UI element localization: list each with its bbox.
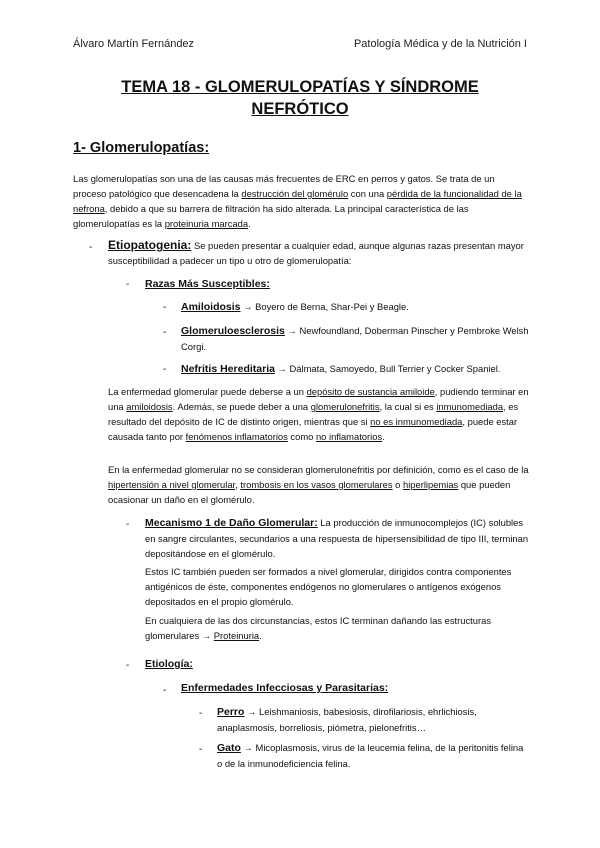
mecanismo-paragraph-2: Estos IC también pueden ser formados a nivel glomerular, dirigidos contra componentes antigénicos de éste, componentes endógenos no glomerulares o antígenos exógenos depositados en el propio glomérulo.: [145, 566, 512, 607]
raza-item: Glomeruloesclerosis → Newfoundland, Doberman Pinscher y Pembroke Welsh Corgi.: [181, 325, 529, 352]
perro-item: Perro → Leishmaniosis, babesiosis, dirofilariosis, ehrlichiosis, anaplasmosis, borreliosis, piómetra, pielonefritis…: [217, 706, 477, 733]
intro-paragraph: Las glomerulopatías son una de las causas más frecuentes de ERC en perros y gatos. Se trata de un proceso patológico que desencadena la destrucción del glomérulo con una pérdida de la funcionalidad de la nefrona, debido a que su barrera de filtración ha sido alterada. La principal característica de las glomerulopatías es la proteinuria marcada.: [73, 173, 522, 229]
section-heading: 1- Glomerulopatías:: [73, 140, 210, 156]
bullet-dash: -: [126, 660, 130, 671]
mecanismo-label: Mecanismo 1 de Daño Glomerular:: [145, 517, 318, 529]
page-title: [60, 76, 540, 120]
raza-item: Nefritis Hereditaria → Dálmata, Samoyedo, Bull Terrier y Cocker Spaniel.: [181, 363, 501, 375]
bullet-dash: -: [89, 242, 93, 253]
bullet-dash: -: [163, 364, 167, 375]
bullet-dash: -: [199, 744, 203, 755]
header-course: Patología Médica y de la Nutrición I: [353, 38, 527, 50]
etiopatogenia-label: Etiopatogenia:: [108, 238, 192, 252]
mecanismo-paragraph-3: En cualquiera de las dos circunstancias, estos IC terminan dañando las estructuras glomerulares → Proteinuria.: [145, 615, 492, 641]
raza-item: Amiloidosis → Boyero de Berna, Shar-Pei y Beagle.: [181, 301, 409, 313]
gato-item: Gato → Micoplasmosis, virus de la leucemia felina, de la peritonitis felina o de la inmunodeficiencia felina.: [217, 742, 524, 769]
header-author: Álvaro Martín Fernández: [73, 38, 195, 50]
title-line-1: TEMA 18 - GLOMERULOPATÍAS Y SÍNDROME: [121, 78, 479, 96]
bullet-dash: -: [199, 708, 203, 719]
razas-heading: Razas Más Susceptibles:: [145, 278, 270, 290]
bullet-dash: -: [163, 302, 167, 313]
mecanismo-item: Mecanismo 1 de Daño Glomerular: La producción de inmunocomplejos (IC) solubles en sangre circulantes, secundarios a una respuesta de hipersensibilidad de tipo III, terminan depositándose en el glomérulo.: [145, 517, 529, 559]
no-glomerulonefritis-paragraph: En la enfermedad glomerular no se consideran glomerulonefritis por definición, como es el caso de la hipertensión a nivel glomerular, trombosis en los vasos glomerulares o hiperlipemias que pueden ocasionar un daño en el glomérulo.: [108, 464, 529, 505]
title-line-2: NEFRÓTICO: [251, 100, 349, 118]
amiloide-paragraph: La enfermedad glomerular puede deberse a un depósito de sustancia amiloide, pudiendo terminar en una amiloidosis. Además, se puede deber a una glomerulonefritis, la cual si es inmunomediada, es resultado del depósito de IC de distinto origen, mientras que si no es inmunomediada, puede estar causada tanto por fenómenos inflamatorios como no inflamatorios.: [108, 386, 529, 442]
bullet-dash: -: [126, 519, 130, 530]
infecciosas-heading: Enfermedades Infecciosas y Parasitarias:: [181, 682, 389, 694]
bullet-dash: -: [126, 279, 130, 290]
bullet-dash: -: [163, 327, 167, 338]
etiologia-heading: Etiología:: [145, 658, 193, 670]
bullet-dash: -: [163, 685, 167, 696]
etiopatogenia-item: Etiopatogenia: Se pueden presentar a cualquier edad, aunque algunas razas presentan mayor susceptibilidad a padecer un tipo u otro de glomerulopatía:: [108, 238, 524, 266]
